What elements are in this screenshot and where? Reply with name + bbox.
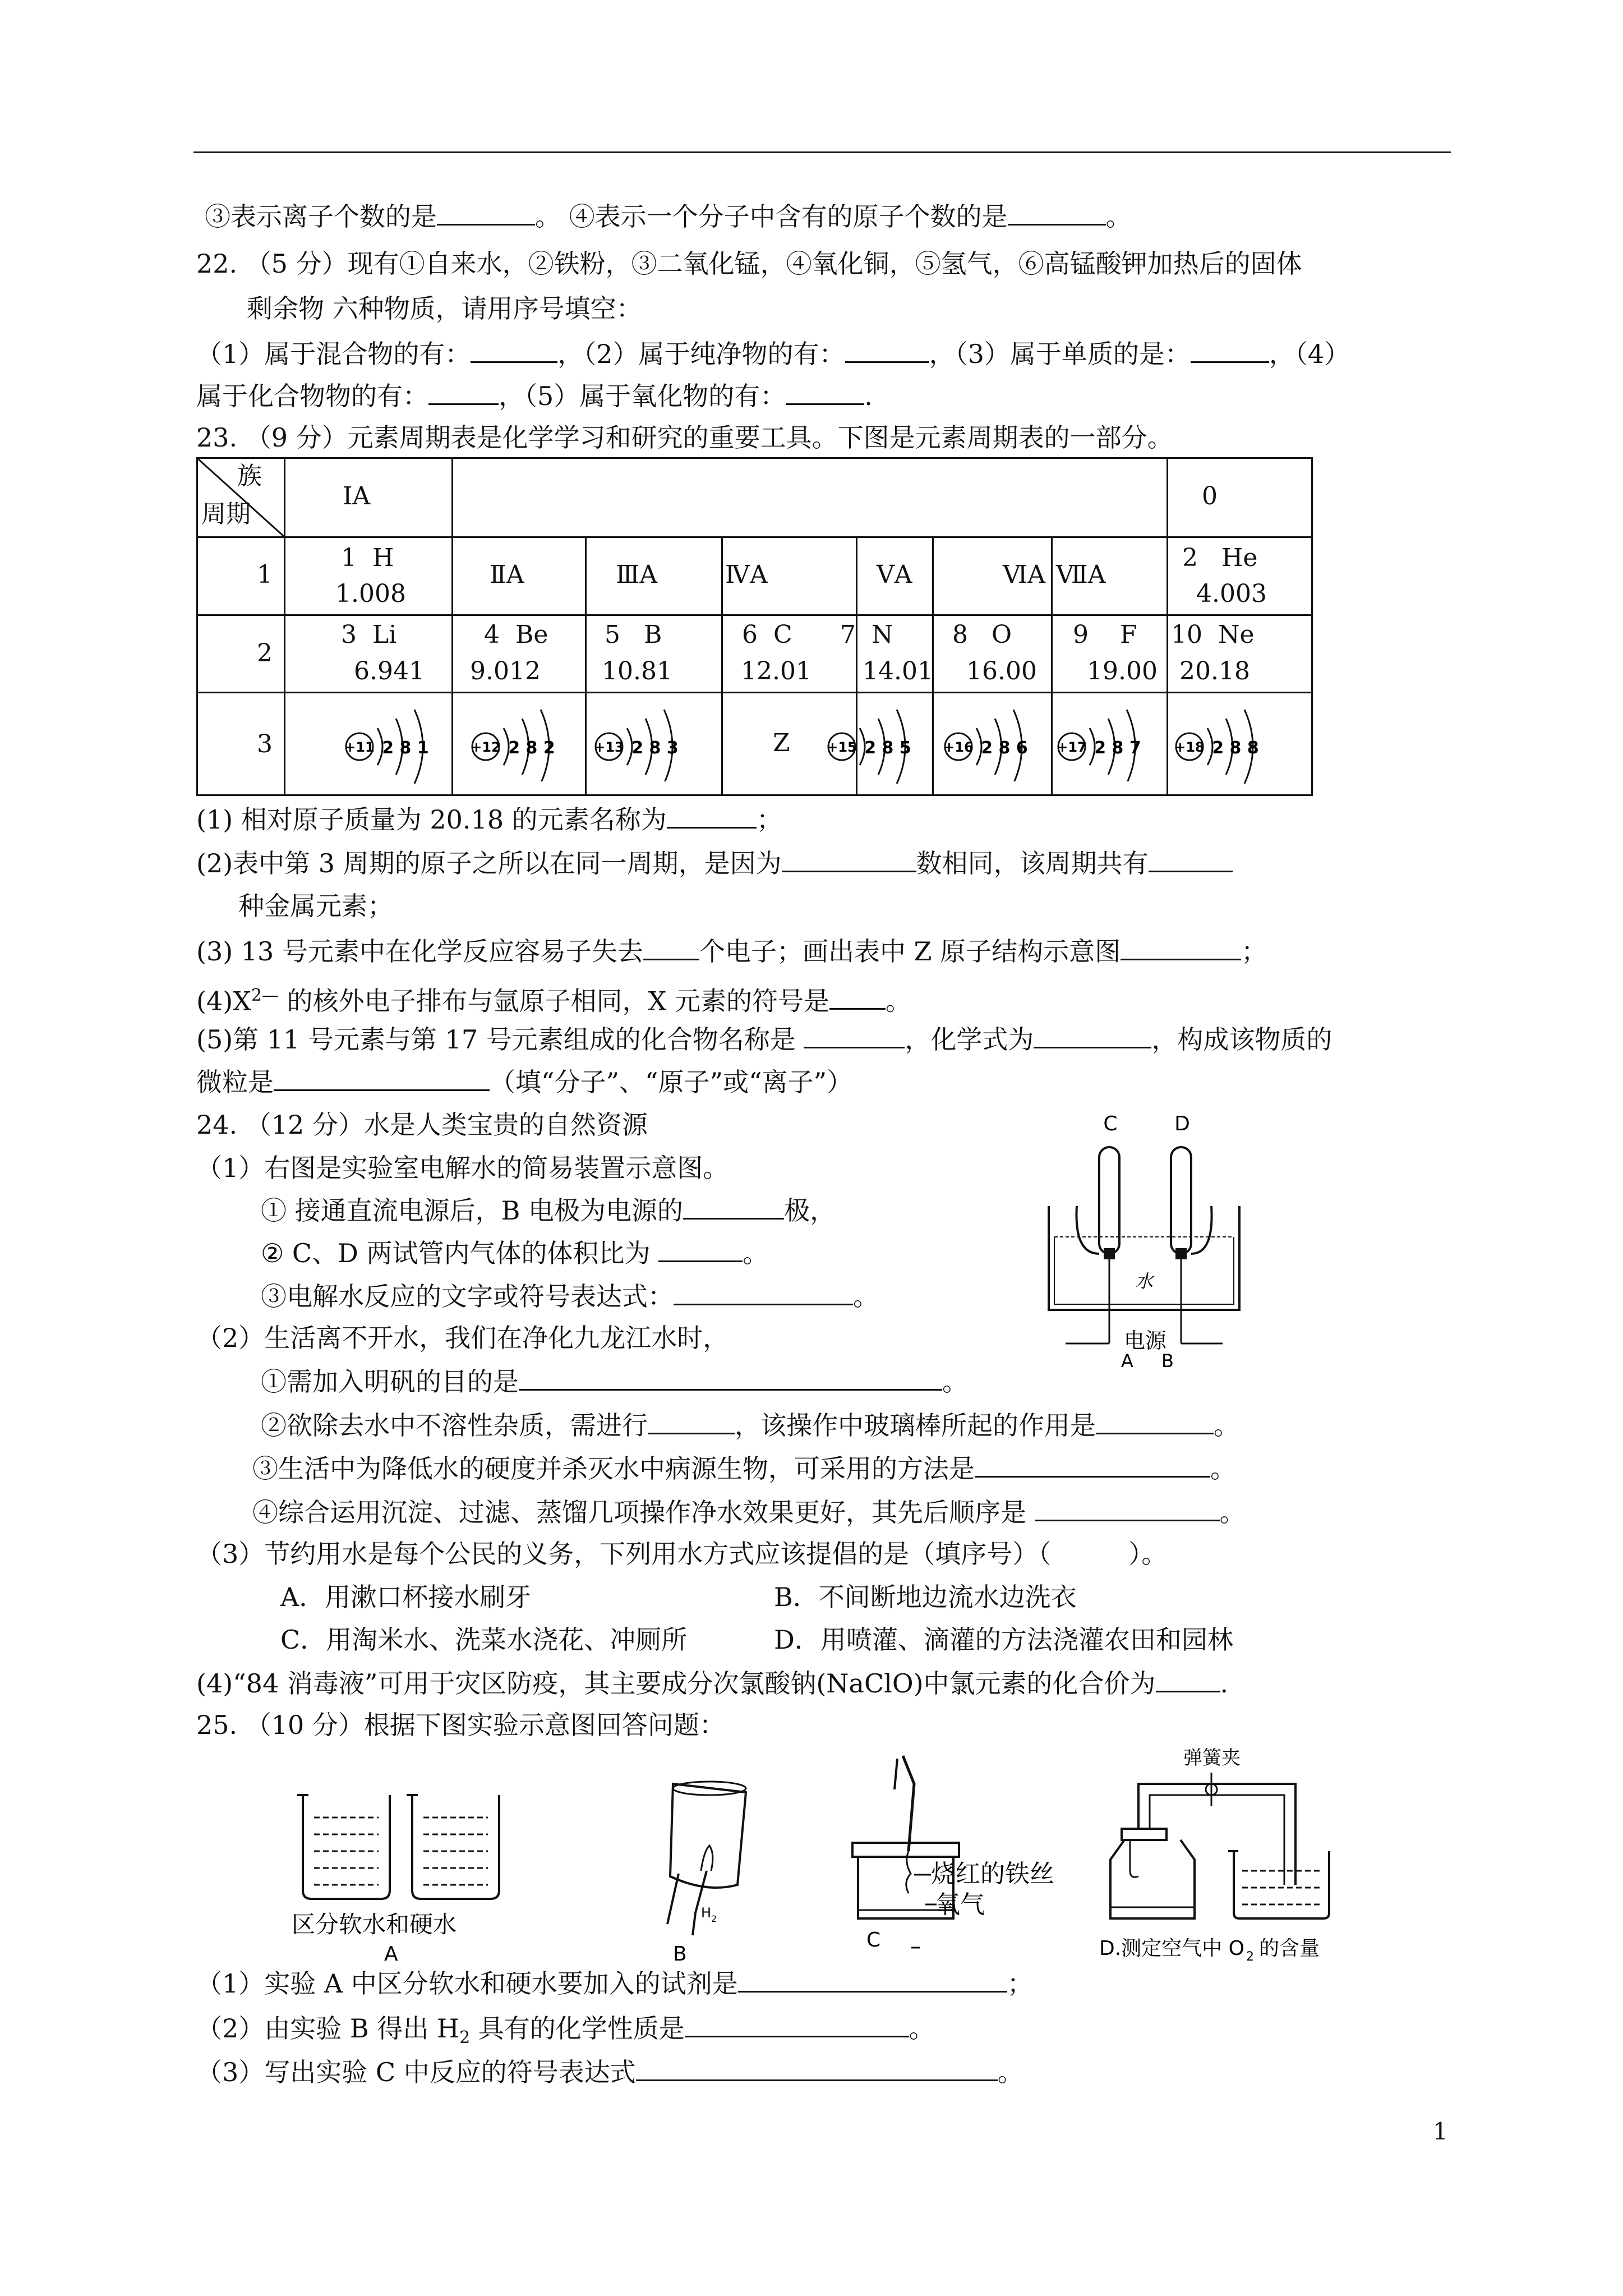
answer-blank[interactable]: [738, 1966, 1007, 1993]
element-f: 9 F: [1073, 620, 1137, 649]
q24-title: 24. （12 分）水是人类宝贵的自然资源: [196, 1110, 648, 1140]
svg-text:水: 水: [1135, 1271, 1154, 1292]
svg-text:2: 2: [711, 1913, 717, 1924]
group-viia: ⅦA: [1056, 560, 1106, 589]
header-rule: [193, 151, 1451, 153]
element-li-mass: 6.941: [354, 657, 425, 685]
answer-blank[interactable]: [845, 337, 929, 363]
answer-blank[interactable]: [829, 983, 886, 1010]
answer-blank[interactable]: [1096, 1408, 1214, 1434]
q24-part2: （2）生活离不开水，我们在净化九龙江水时，: [196, 1323, 729, 1353]
q24-part4: (4)“84 消毒液”可用于灾区防疫，其主要成分次氯酸钠(NaClO)中氯元素的化合价为 .: [196, 1666, 1228, 1700]
period-1: 1: [257, 560, 273, 589]
q22-line1: （1）属于混合物的有： ，（2）属于纯净物的有： ，（3）属于单质的是： ，（4）: [196, 337, 1350, 371]
group-iva: ⅣA: [725, 560, 768, 589]
answer-blank[interactable]: [685, 2011, 909, 2037]
element-h-mass: 1.008: [335, 579, 406, 608]
atom-diagram-na: [344, 697, 450, 795]
element-be: 4 Be: [484, 620, 548, 649]
q23-part5-cont: 微粒是 （填“分子”、“原子”或“离子”）: [196, 1065, 852, 1099]
answer-blank[interactable]: [1149, 846, 1233, 872]
svg-text:的含量: 的含量: [1259, 1937, 1320, 1960]
answer-blank[interactable]: [1008, 199, 1106, 226]
q22-line2: 属于化合物物的有： ，（5）属于氧化物的有： .: [196, 379, 873, 413]
element-ne-mass: 20.18: [1179, 657, 1250, 685]
q24-option-a: A．用漱口杯接水刷牙: [280, 1582, 532, 1612]
svg-text:2 8 2: 2 8 2: [508, 738, 555, 758]
corner-period-label: 周期: [201, 500, 251, 528]
svg-text:区分软水和硬水: 区分软水和硬水: [292, 1911, 457, 1938]
q23-part5: (5)第 11 号元素与第 17 号元素组成的化合物名称是 ，化学式为 ，构成该物质的: [196, 1022, 1332, 1056]
page-number: 1: [1433, 2118, 1448, 2145]
electrolysis-apparatus-figure: [1043, 1108, 1245, 1374]
answer-blank[interactable]: [437, 199, 535, 226]
svg-text:氧气: 氧气: [935, 1890, 985, 1919]
q24-part2-d: ④综合运用沉淀、过滤、蒸馏几项操作净水效果更好，其先后顺序是 。: [252, 1495, 1246, 1529]
element-li: 3 Li: [341, 620, 397, 649]
answer-blank[interactable]: [643, 934, 699, 960]
answer-blank[interactable]: [674, 1279, 853, 1305]
q24-part1-c: ③电解水反应的文字或符号表达式： 。: [261, 1279, 879, 1313]
answer-blank[interactable]: [658, 1236, 743, 1262]
q24-part2-c: ③生活中为降低水的硬度并杀灭水中病源生物，可采用的方法是 。: [252, 1451, 1236, 1485]
svg-text:电源: 电源: [1123, 1328, 1167, 1353]
q23-title: 23. （9 分）元素周期表是化学学习和研究的重要工具。下图是元素周期表的一部分。: [196, 422, 1173, 453]
svg-text:烧红的铁丝: 烧红的铁丝: [931, 1860, 1054, 1888]
group-iia: ⅡA: [490, 560, 524, 589]
element-f-mass: 19.00: [1087, 657, 1158, 685]
q24-option-d: D．用喷灌、滴灌的方法浇灌农田和园林: [774, 1625, 1233, 1655]
q24-part3: （3）节约用水是每个公民的义务，下列用水方式应该提倡的是（填序号）（ ）。: [196, 1539, 1168, 1569]
svg-text:2: 2: [1246, 1950, 1254, 1963]
q23-part2: (2)表中第 3 周期的原子之所以在同一周期，是因为 数相同，该周期共有: [196, 846, 1233, 880]
atom-diagram-p: [826, 697, 938, 795]
element-h: 1 H: [341, 544, 394, 572]
svg-text:B: B: [1161, 1350, 1174, 1372]
answer-blank[interactable]: [782, 846, 916, 872]
element-ne: 10 Ne: [1171, 620, 1255, 649]
header-ia: IA: [343, 482, 371, 510]
answer-blank[interactable]: [274, 1065, 490, 1091]
corner-group-label: 族: [237, 462, 262, 490]
svg-text:+17: +17: [1057, 739, 1087, 755]
svg-text:2 8 6: 2 8 6: [981, 738, 1028, 758]
atom-diagram-al: [593, 697, 706, 784]
atom-diagram-mg: [470, 697, 582, 784]
q25-part1: （1）实验 A 中区分软水和硬水要加入的试剂是 ；: [196, 1966, 1033, 2000]
answer-blank[interactable]: [1035, 1495, 1220, 1521]
svg-text:2 8 5: 2 8 5: [864, 738, 911, 758]
q24-part1-a: ① 接通直流电源后，B 电极为电源的 极，: [261, 1193, 836, 1227]
svg-text:D: D: [1174, 1112, 1190, 1135]
answer-blank[interactable]: [636, 2055, 998, 2081]
q25-part3: （3）写出实验 C 中反应的符号表达式 。: [196, 2055, 1023, 2089]
svg-text:+12: +12: [471, 739, 501, 755]
svg-text:弹簧夹: 弹簧夹: [1183, 1747, 1241, 1769]
svg-text:A: A: [384, 1943, 398, 1963]
answer-blank[interactable]: [804, 1022, 905, 1048]
element-be-mass: 9.012: [470, 657, 541, 685]
q24-part2-a: ①需加入明矾的目的是 。: [261, 1364, 968, 1398]
svg-text:+13: +13: [594, 739, 624, 755]
q23-part1: (1) 相对原子质量为 20.18 的元素名称为 ；: [196, 802, 782, 836]
svg-text:+16: +16: [943, 739, 974, 755]
header-0: 0: [1202, 482, 1218, 510]
period-2: 2: [257, 639, 273, 668]
answer-blank[interactable]: [428, 379, 499, 405]
answer-blank[interactable]: [1121, 934, 1241, 960]
element-o: 8 O: [952, 620, 1012, 649]
element-o-mass: 16.00: [966, 657, 1037, 685]
q25-title: 25. （10 分）根据下图实验示意图回答问题：: [196, 1710, 725, 1740]
svg-text:2 8 7: 2 8 7: [1094, 738, 1141, 758]
q21-part3-line: ③表示离子个数的是 。 ④表示一个分子中含有的原子个数的是 。: [205, 199, 1132, 233]
q24-part1-b: ② C、D 两试管内气体的体积比为 。: [261, 1236, 768, 1270]
svg-text:2 8 3: 2 8 3: [631, 738, 679, 758]
svg-text:+15: +15: [827, 739, 857, 755]
element-he: 2 He: [1182, 544, 1258, 572]
svg-text:+18: +18: [1174, 739, 1205, 755]
svg-text:2 8 1: 2 8 1: [382, 738, 429, 758]
q24-part1: （1）右图是实验室电解水的简易装置示意图。: [196, 1153, 729, 1183]
q24-part2-b: ②欲除去水中不溶性杂质，需进行 ，该操作中玻璃棒所起的作用是 。: [261, 1408, 1239, 1442]
element-n-mass: 14.01: [863, 657, 933, 685]
element-he-mass: 4.003: [1196, 579, 1267, 608]
svg-text:D.测定空气中 O: D.测定空气中 O: [1099, 1937, 1244, 1960]
element-c-mass: 12.01: [741, 657, 811, 685]
atom-diagram-ar: [1174, 697, 1286, 795]
svg-text:+11: +11: [344, 739, 375, 755]
q23-part3: (3) 13 号元素中在化学反应容易子失去 个电子；画出表中 Z 原子结构示意图 ；: [196, 934, 1267, 968]
answer-blank[interactable]: [1034, 1022, 1151, 1048]
element-b: 5 B: [605, 620, 662, 649]
answer-blank[interactable]: [519, 1364, 942, 1391]
atom-diagram-s: [943, 697, 1055, 784]
svg-text:A: A: [1121, 1350, 1133, 1372]
q24-option-c: C．用淘米水、洗菜水浇花、冲厕所: [280, 1625, 688, 1655]
answer-blank[interactable]: [471, 337, 557, 363]
element-c: 6 C: [742, 620, 792, 649]
element-z: Z: [773, 729, 790, 757]
group-via: ⅥA: [1003, 560, 1046, 589]
atom-diagram-cl: [1056, 697, 1168, 784]
q22-title: 22. （5 分）现有①自来水，②铁粉，③二氧化锰，④氧化铜，⑤氢气，⑥高锰酸钾加热后的固体: [196, 249, 1302, 279]
answer-blank[interactable]: [667, 802, 757, 829]
experiment-d-figure: [1099, 1739, 1391, 1966]
experiment-a-figure: [292, 1778, 527, 1966]
element-b-mass: 10.81: [602, 657, 672, 685]
group-iiia: ⅢA: [616, 560, 658, 589]
element-n: 7 N: [840, 620, 893, 649]
svg-text:C: C: [866, 1929, 881, 1952]
svg-text:C: C: [1103, 1112, 1118, 1135]
period-3: 3: [257, 730, 273, 758]
experiment-b-figure: [639, 1767, 774, 1966]
experiment-c-figure: [841, 1750, 1099, 1966]
answer-blank[interactable]: [786, 379, 864, 405]
q24-option-b: B．不间断地边流水边洗衣: [774, 1582, 1077, 1612]
q23-part2-cont: 种金属元素；: [238, 891, 393, 921]
q25-part2: （2）由实验 B 得出 $H_2$ 具有的化学性质是 。: [196, 2011, 935, 2055]
answer-blank[interactable]: [975, 1451, 1210, 1478]
svg-text:H: H: [701, 1905, 712, 1921]
svg-text:B: B: [673, 1943, 687, 1963]
q23-part4: $(4)X^{2—}$ 的核外电子排布与氩原子相同，X 元素的符号是 。: [196, 979, 911, 1018]
q22-title-cont: 剩余物 六种物质，请用序号填空：: [247, 293, 642, 324]
group-va: ⅤA: [877, 560, 912, 589]
periodic-table: [196, 457, 1313, 796]
answer-blank[interactable]: [1156, 1666, 1220, 1692]
answer-blank[interactable]: [648, 1408, 735, 1434]
answer-blank[interactable]: [1191, 337, 1269, 363]
answer-blank[interactable]: [683, 1193, 784, 1220]
svg-text:2 8 8: 2 8 8: [1212, 738, 1259, 758]
